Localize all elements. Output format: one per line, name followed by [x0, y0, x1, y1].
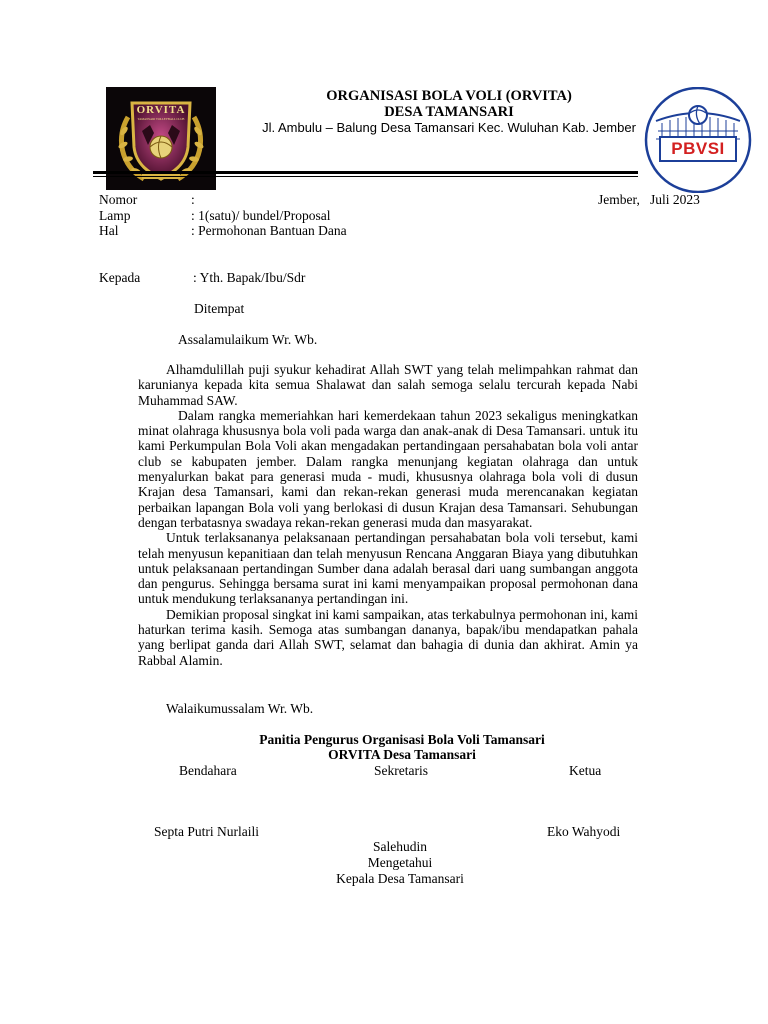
- orvita-logo-subtext: TAMANSARI VOLLEYBALL CLUB: [137, 117, 185, 121]
- role-secretary: Sekretaris: [374, 763, 428, 778]
- village-name: DESA TAMANSARI: [384, 104, 514, 120]
- name-secretary: Salehudin: [373, 839, 427, 854]
- place-date: Jember, Juli 2023: [598, 192, 700, 207]
- recipient-place: Ditempat: [194, 301, 245, 316]
- role-chair: Ketua: [569, 763, 602, 778]
- role-treasurer: Bendahara: [179, 763, 237, 778]
- lamp-value: : 1(satu)/ bundel/Proposal: [191, 208, 331, 223]
- header-divider-thin: [93, 176, 638, 177]
- lamp-label: Lamp: [99, 208, 131, 223]
- name-chair: Eko Wahyodi: [547, 824, 621, 839]
- paragraph: Demikian proposal singkat ini kami sampaikan, atas terkabulnya permohonan ini, kami haturkan terima kasih. Semoga atas sumbangan dananya, bapak/ibu mendapatkan pahala yang berlipat ganda dari Allah SWT, selamat dan bahagia di dunia dan akhirat. Amin ya Rabbal Alamin.: [138, 606, 638, 668]
- header-divider-thick: [93, 171, 638, 174]
- closing: Walaikumussalam Wr. Wb.: [166, 701, 314, 716]
- paragraph: Alhamdulillah puji syukur kehadirat Allah SWT yang telah melimpahkan rahmat dan karunianya kepada kita semua Shalawat dan salah semoga selalu tercurah kepada Nabi Muhammad SAW.: [138, 362, 638, 408]
- paragraph: Dalam rangka memeriahkan hari kemerdekaan tahun 2023 sekaligus meningkatkan minat olahraga khususnya bola voli pada warga dan anak-anak di Desa Tamansari. untuk itu kami Perkumpulan Bola Voli akan mengadakan pertandingaan persahabatan bola voli antar club se kabupaten jember. Dalam rangka menunjang kegiatan olahraga dan untuk menyalurkan bakat para generasi muda - mudi, khususnya olahraga bola voli di dusun Krajan desa Tamansari, kami dan rekan-rekan generasi muda merencanakan kegiatan perbaikan lapangan Bola voli yang berlokasi di dusun Krajan desa Tamansari. Sehubungan dengan terbatasnya swadaya rekan-rekan generasi muda dan masyarakat.: [138, 407, 638, 530]
- letter-body: [138, 362, 638, 668]
- paragraph: Untuk terlaksananya pelaksanaan pertandingan persahabatan bola voli tersebut, kami telah menyusun kepanitiaan dan telah menyusun Rencana Anggaran Biaya yang dibutuhkan untuk pelaksanaan pertandingan Sumber dana adalah berasal dari uang sumbangan anggota dan pengurus. Sehingga bersama surat ini kami menyampaikan proposal permohonan dana untuk mendukung terlaksananya pertandingan ini.: [138, 530, 638, 607]
- volleyball-crest-icon: [106, 87, 216, 190]
- recipient-label: Kepada: [99, 270, 141, 285]
- address: Jl. Ambulu – Balung Desa Tamansari Kec. Wuluhan Kab. Jember: [262, 120, 636, 135]
- village-head-title: Kepala Desa Tamansari: [336, 871, 464, 886]
- nomor-value: :: [191, 192, 195, 207]
- nomor-label: Nomor: [99, 192, 138, 207]
- committee-line1: Panitia Pengurus Organisasi Bola Voli Tamansari: [259, 732, 545, 747]
- orvita-logo: [106, 87, 216, 190]
- orvita-logo-text: ORVITA: [136, 104, 186, 116]
- pbvsi-logo-text: PBVSI: [671, 139, 725, 158]
- hal-label: Hal: [99, 223, 119, 238]
- greeting: Assalamulaikum Wr. Wb.: [178, 332, 318, 347]
- acknowledged-label: Mengetahui: [367, 855, 433, 870]
- hal-value: : Permohonan Bantuan Dana: [191, 223, 347, 238]
- name-treasurer: Septa Putri Nurlaili: [154, 824, 259, 839]
- recipient-value: : Yth. Bapak/Ibu/Sdr: [193, 270, 306, 285]
- org-name: ORGANISASI BOLA VOLI (ORVITA): [326, 88, 572, 104]
- committee-line2: ORVITA Desa Tamansari: [328, 747, 476, 762]
